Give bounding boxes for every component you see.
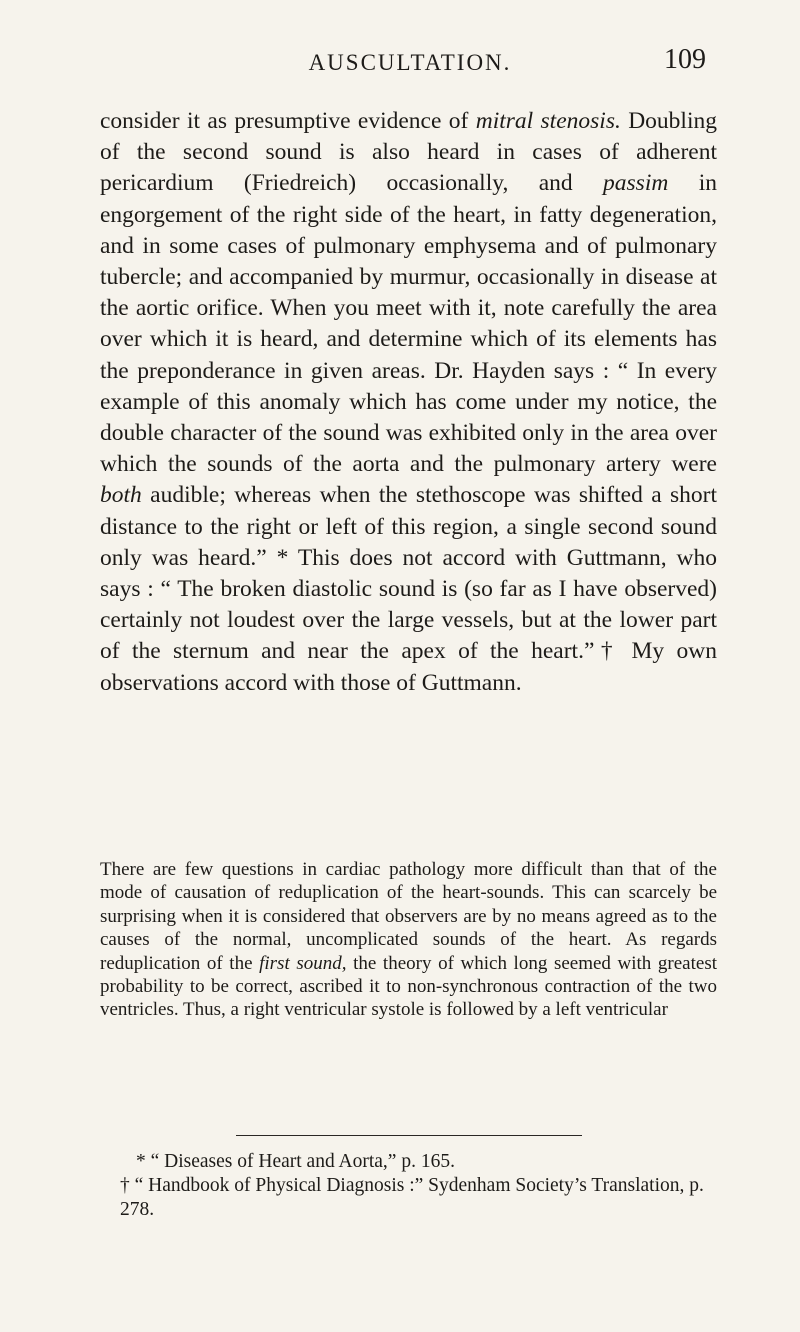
running-head-title: AUSCULTATION. bbox=[308, 50, 512, 75]
small-text-part-2: the theory of which long seemed with greatest probability to be correct, ascribed it to non-synchronous contraction of the two ventricles. Thus, a right ventricular systole is followed by a left ventricular bbox=[100, 952, 717, 1021]
small-type-paragraph bbox=[100, 858, 717, 1022]
body-text-part-4: audible; whereas when the stethoscope was shifted a short distance to the right or left of this region, a single second sound only was heard.” * This does not accord with Guttmann, who says : “ The broken diastolic sound is (so far as I have observed) certainly not loudest over the large vessels, but at the lower part of the sternum and near the apex of the heart.”† My own observations accord with those of Guttmann. bbox=[100, 482, 717, 696]
body-text-part-1: consider it as presumptive evidence of bbox=[100, 108, 476, 134]
main-paragraph bbox=[100, 106, 717, 699]
footnote-2: † “ Handbook of Physical Diagnosis :” Sydenham Society’s Translation, p. 278. bbox=[120, 1175, 704, 1220]
body-emphasis-mitral-stenosis: mitral stenosis. bbox=[475, 108, 621, 134]
body-text-part-3: in engorgement of the right side of the heart, in fatty degeneration, and in some cases of pulmonary emphysema and of pulmonary tubercle; and accompanied by murmur, occasionally in disease at the aortic orifice. When you meet with it, note carefully the area over which it is heard, and determine which of its elements has the preponderance in given areas. Dr. Hayden says : “ In every example of this anomaly which has come under my notice, the double character of the sound was exhibited only in the area over which the sounds of the aorta and the pulmonary artery were bbox=[100, 170, 717, 478]
body-text-part-2: Doubling of the second sound is also heard in cases of adherent pericardium (Friedreich) occasionally, and bbox=[100, 108, 717, 197]
main-paragraph-text bbox=[100, 106, 717, 699]
body-emphasis-passim: passim bbox=[603, 170, 669, 197]
footnote-divider bbox=[236, 1135, 582, 1136]
small-text-part-1: There are few questions in cardiac pathology more difficult than that of the mode of causation of reduplication of the heart-sounds. This can scarcely be surprising when it is considered that observers are by no means agreed as to the causes of the normal, uncomplicated sounds of the heart. As regards reduplication of the bbox=[100, 859, 717, 974]
footnote-1: * “ Diseases of Heart and Aorta,” p. 165. bbox=[136, 1151, 455, 1172]
body-emphasis-both: both bbox=[100, 482, 142, 509]
footnotes bbox=[100, 1150, 717, 1222]
small-type-paragraph-text bbox=[100, 858, 717, 1022]
small-emphasis-first-sound: first sound, bbox=[259, 952, 347, 974]
page-number: 109 bbox=[664, 44, 706, 75]
